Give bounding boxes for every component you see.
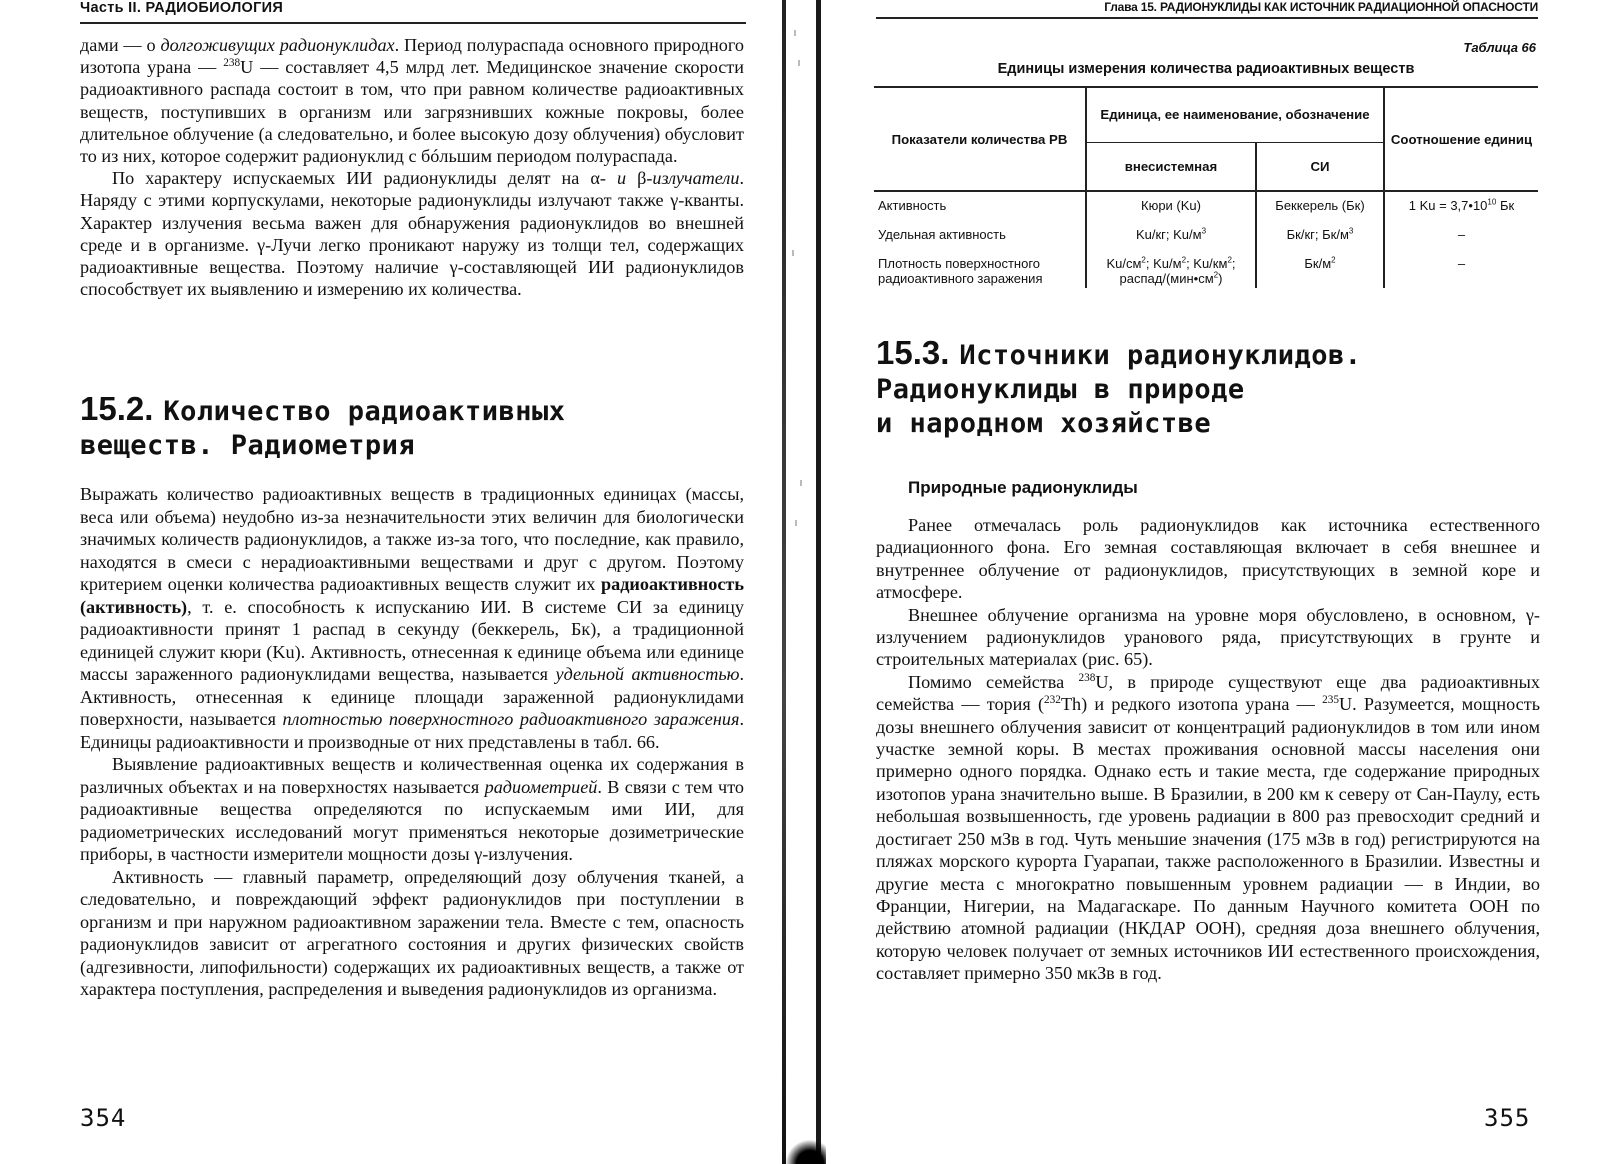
units-table [874, 86, 1538, 288]
paragraph: дами — о долгоживущих радионуклидах. Период полураспада основного природного изотопа урана — $^{238}$U — составляет 4,5 млрд лет. Медицинское значение скорости радиоактивного распада состоит в том, что при равном количестве радиоактивных веществ, поступивших в организм или загрязнивших кожные покровы, более длительное облучение (а следовательно, и более высокую дозу облучения) обусловит то из них, которое содержит радионуклид с бóльшим периодом полураспада. [80, 35, 744, 167]
running-header: Часть II. РАДИОБИОЛОГИЯ [80, 0, 746, 24]
paragraph: Ранее отмечалась роль радионуклидов как источника естественного радиационного фона. Его земная составляющая включает в себя внешнее и внутреннее облучение от радионуклидов, присутствующих в земной коре и атмосфере. [876, 515, 1540, 603]
page-number: 355 [1484, 1104, 1531, 1132]
body-text-top [80, 34, 744, 300]
table-cell: Беккерель (Бк) [1256, 191, 1384, 221]
table-cell: – [1457, 227, 1466, 242]
table-title: Единицы измерения количества радиоактивных веществ [997, 61, 1415, 77]
table-row [874, 221, 1538, 252]
table-row [874, 191, 1538, 221]
right-page [820, 0, 1601, 1164]
body-text-bottom [80, 483, 744, 1001]
running-header: Глава 15. РАДИОНУКЛИДЫ КАК ИСТОЧНИК РАДИАЦИОННОЙ ОПАСНОСТИ [876, 0, 1538, 19]
paragraph: Активность — главный параметр, определяющий дозу облучения тканей, а следовательно, и повреждающий эффект радионуклидов при поступлении в организм и при наружном радиоактивном заражении тела. Вместе с тем, опасность радионуклидов зависит от агрегатного состояния и других физических свойств (адгезивности, липофильности) содержащих их радиоактивных веществ, а также от характера поступления, распределения и выведения радионуклидов из организма. [80, 866, 744, 999]
table-cell: Активность [874, 191, 1086, 221]
paragraph: Помимо семейства $^{238}$U, в природе существуют еще два радиоактивных семейства — тория ($^{232}$Th) и редкого изотопа урана — $^{235}$U. Разумеется, мощность дозы внешнего облучения зависит от концентраций радионуклидов в том или ином участке земной коры. В местах проживания основной массы населения они примерно одного порядка. Однако есть и такие места, где содержание природных изотопов урана значительно выше. В Бразилии, в 200 км к северу от Сан-Паулу, есть небольшая возвышенность, где уровень радиации в 800 раз превосходит средний и достигает 250 мЗв в год. Чуть меньшие значения (175 мЗв в год) регистрируются на пляжах морского курорта Гуарапаи, также расположенного в Бразилии. Известны и другие места с многократно повышенным уровнем радиации — в Индии, во Франции, Нигерии, на Мадагаскаре. По данным Научного комитета ООН по действию атомной радиации (НКДАР ООН), средняя доза внешнего облучения, которую человек получает от земных источников ИИ естественного происхождения, составляет примерно 350 мкЗв в год. [876, 671, 1540, 984]
column-header: Единица, ее наименование, обозначение [1086, 87, 1384, 142]
paragraph: Внешнее облучение организма на уровне моря обусловлено, в основном, γ-излучением радионуклидов уранового ряда, присутствующих в грунте и строительных материалах (рис. 65). [876, 604, 1540, 670]
column-header: Соотношение единиц [1384, 87, 1538, 191]
section-title-line: веществ. Радиометрия [80, 430, 416, 461]
column-header: Показатели количества РВ [874, 87, 1086, 191]
section-title-line: и народном хозяйстве [876, 408, 1212, 439]
section-number: 15.2. [80, 390, 154, 427]
subheading: Природные радионуклиды [908, 478, 1138, 497]
section-heading-15-2 [80, 392, 740, 463]
paragraph: По характеру испускаемых ИИ радионуклиды делят на α- и β-излучатели. Наряду с этими корпускулами, некоторые радионуклиды излучают также γ-кванты. Характер излучения весьма важен для обнаружения радионуклидов во внешней среде и в организме. γ-Лучи легко проникают наружу из толщи тел, содержащих радиоактивные вещества. Поэтому наличие γ-составляющей ИИ радионуклидов способствует их выявлению и измерению их количества. [80, 168, 744, 300]
section-title-line: Источники радионуклидов. [959, 340, 1362, 371]
table-caption: Таблица 66 [1463, 40, 1536, 55]
table-cell: – [1457, 256, 1466, 271]
table-cell: Бк/кг; $Бк/м^3$ [1256, 221, 1384, 252]
page-number: 354 [80, 1104, 127, 1132]
table-cell: Удельная активность [874, 221, 1086, 252]
table-cell: 1 $Ku = 3,7•10^{10}$ Бк [1408, 197, 1515, 213]
table-cell: Плотность поверхностного радиоактивного заражения [874, 252, 1086, 288]
paragraph: Выражать количество радиоактивных веществ в традиционных единицах (массы, веса или объема) неудобно из-за незначительности этих величин для биологически значимых количеств радионуклидов, а также из-за того, что последние, как правило, находятся в смеси с нерадиоактивными веществами и друг с другом. Поэтому критерием оценки количества радиоактивных веществ служит их радиоактивность (активность), т. е. способность к испусканию ИИ. В системе СИ за единицу радиоактивности принят 1 распад в секунду (беккерель, Бк), а традиционной единицей служит кюри (Ku). Активность, отнесенная к единице объема или единице массы зараженного радионуклидами вещества, называется удельной активностью. Активность, отнесенная к единице площади зараженной радионуклидами поверхности, называется плотностью поверхностного радиоактивного заражения. Единицы радиоактивности и производные от них представлены в табл. 66. [80, 484, 744, 752]
table-cell: $Ku/см^2$; $Ku/м^2$; $Ku/км^2$; распад/$(мин•см^2)$ [1086, 252, 1256, 288]
section-title-line: Радионуклиды в природе [876, 374, 1245, 405]
section-number: 15.3. [876, 334, 950, 371]
body-text [876, 514, 1540, 985]
table-row [874, 252, 1538, 288]
section-title-line: Количество радиоактивных [163, 396, 566, 427]
table-cell: $Бк/м^2$ [1256, 252, 1384, 288]
section-heading-15-3 [876, 336, 1556, 441]
table-cell: Ku/кг; $Ku/м^3$ [1086, 221, 1256, 252]
left-page [0, 0, 790, 1164]
paragraph: Выявление радиоактивных веществ и количественная оценка их содержания в различных объектах и на поверхностях называется радиометрией. В связи с тем что радиоактивные вещества определяются по испускаемым ими ИИ, для радиометрических исследований могут применяться некоторые дозиметрические приборы, в частности измерители мощности дозы γ-излучения. [80, 754, 744, 864]
column-header: внесистемная [1086, 142, 1256, 191]
column-header: СИ [1256, 142, 1384, 191]
table-cell: Кюри (Ku) [1086, 191, 1256, 221]
